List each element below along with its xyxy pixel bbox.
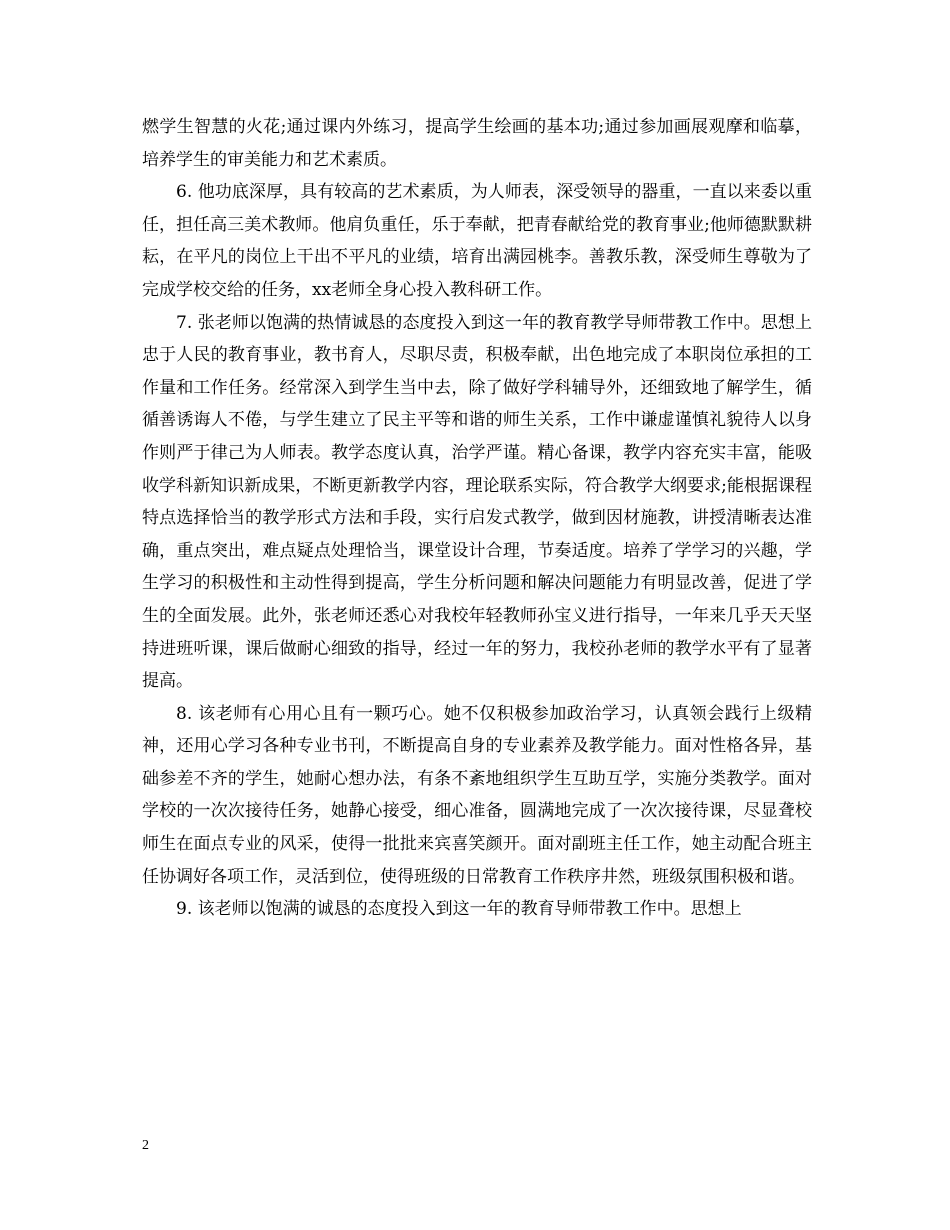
- paragraph-item-9: 9. 该老师以饱满的诚恳的态度投入到这一年的教育导师带教工作中。思想上: [176, 899, 742, 920]
- paragraph-continuation: 燃学生智慧的火花;通过课内外练习，提高学生绘画的基本功;通过参加画展观摩和临摹，培养学生的审美能力和艺术素质。: [142, 117, 812, 170]
- paragraph-item-6: 6. 他功底深厚，具有较高的艺术素质，为人师表，深受领导的器重，一直以来委以重任，担任高三美术教师。他肩负重任，乐于奉献，把青春献给党的教育事业;他师德默默耕耘，在平凡的岗位上干出不平凡的业绩，培育出满园桃李。善教乐教，深受师生尊敬为了完成学校交给的任务，xx老师全身心投入教科研工作。: [142, 182, 812, 300]
- document-body: [142, 111, 812, 926]
- page-number: 2: [142, 1138, 149, 1153]
- paragraph-item-7: 7. 张老师以饱满的热情诚恳的态度投入到这一年的教育教学导师带教工作中。思想上忠于人民的教育事业，教书育人，尽职尽责，积极奉献，出色地完成了本职岗位承担的工作量和工作任务。经常深入到学生当中去，除了做好学科辅导外，还细致地了解学生，循循善诱诲人不倦，与学生建立了民主平等和谐的师生关系，工作中谦虚谨慎礼貌待人以身作则严于律己为人师表。教学态度认真，治学严谨。精心备课，教学内容充实丰富，能吸收学科新知识新成果，不断更新教学内容，理论联系实际，符合教学大纲要求;能根据课程特点选择恰当的教学形式方法和手段，实行启发式教学，做到因材施教，讲授清晰表达准确，重点突出，难点疑点处理恰当，课堂设计合理，节奏适度。培养了学学习的兴趣，学生学习的积极性和主动性得到提高，学生分析问题和解决问题能力有明显改善，促进了学生的全面发展。此外，张老师还悉心对我校年轻教师孙宝义进行指导，一年来几乎天天坚持进班听课，课后做耐心细致的指导，经过一年的努力，我校孙老师的教学水平有了显著提高。: [142, 312, 812, 692]
- paragraph-item-8: 8. 该老师有心用心且有一颗巧心。她不仅积极参加政治学习，认真领会践行上级精神，还用心学习各种专业书刊，不断提高自身的专业素养及教学能力。面对性格各异，基础参差不齐的学生，她耐心想办法，有条不紊地组织学生互助互学，实施分类教学。面对学校的一次次接待任务，她静心接受，细心准备，圆满地完成了一次次接待课，尽显聋校师生在面点专业的风采，使得一批批来宾喜笑颜开。面对副班主任工作，她主动配合班主任协调好各项工作，灵活到位，使得班级的日常教育工作秩序井然，班级氛围积极和谐。: [142, 703, 812, 887]
